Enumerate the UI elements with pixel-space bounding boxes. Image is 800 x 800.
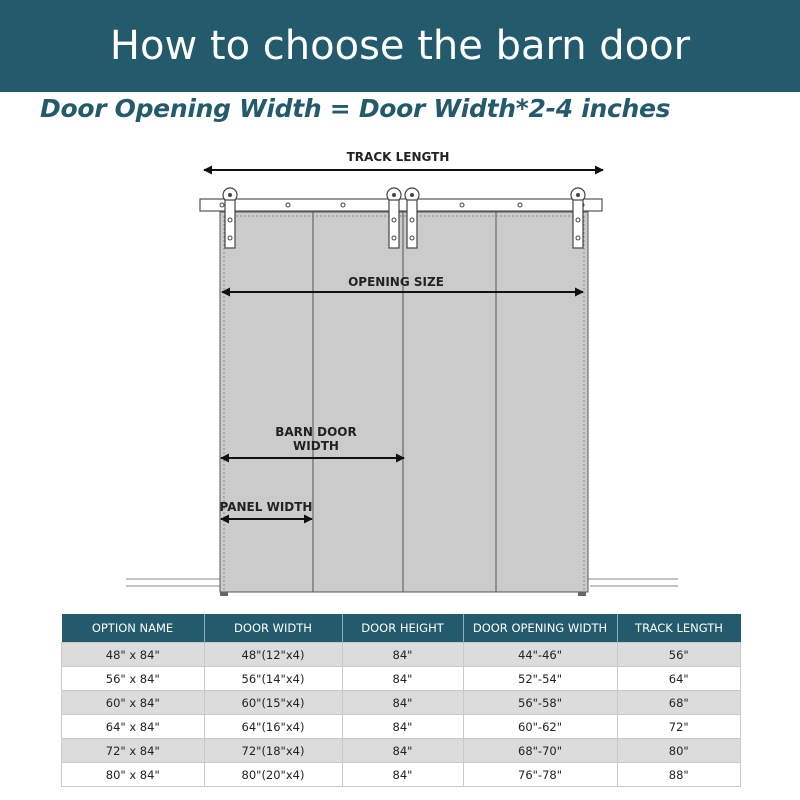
size-options-table — [61, 614, 741, 787]
cell-door-opening-width: 56"-58" — [463, 691, 617, 715]
table-row — [62, 667, 741, 691]
cell-door-height: 84" — [342, 763, 463, 787]
cell-door-height: 84" — [342, 739, 463, 763]
cell-option-name: 56" x 84" — [62, 667, 205, 691]
door-panel — [403, 212, 496, 592]
table-row — [62, 691, 741, 715]
cell-door-opening-width: 52"-54" — [463, 667, 617, 691]
header-door-width: DOOR WIDTH — [204, 614, 342, 643]
floor-guide — [578, 592, 586, 596]
cell-option-name: 80" x 84" — [62, 763, 205, 787]
cell-door-opening-width: 68"-70" — [463, 739, 617, 763]
cell-door-width: 60"(15"x4) — [204, 691, 342, 715]
cell-track-length: 80" — [617, 739, 741, 763]
cell-door-width: 56"(14"x4) — [204, 667, 342, 691]
hanger — [405, 188, 419, 248]
page-title: How to choose the barn door — [109, 23, 691, 69]
opening-size-label: OPENING SIZE — [348, 275, 444, 289]
barn-door-width-label: BARN DOOR — [275, 425, 357, 439]
barn-door-diagram — [0, 140, 800, 610]
cell-track-length: 88" — [617, 763, 741, 787]
cell-track-length: 64" — [617, 667, 741, 691]
cell-door-height: 84" — [342, 667, 463, 691]
table-header-row — [62, 614, 741, 643]
cell-door-height: 84" — [342, 691, 463, 715]
table-row — [62, 715, 741, 739]
cell-door-width: 80"(20"x4) — [204, 763, 342, 787]
cell-door-opening-width: 44"-46" — [463, 643, 617, 667]
cell-door-width: 72"(18"x4) — [204, 739, 342, 763]
door-panel — [496, 212, 588, 592]
door-panel — [313, 212, 403, 592]
hanger — [571, 188, 585, 248]
title-banner — [0, 0, 800, 92]
rail-bar — [200, 199, 602, 211]
track-rail — [200, 199, 602, 211]
formula-heading: Door Opening Width = Door Width*2-4 inches — [40, 94, 671, 123]
cell-track-length: 72" — [617, 715, 741, 739]
cell-door-opening-width: 76"-78" — [463, 763, 617, 787]
cell-door-width: 64"(16"x4) — [204, 715, 342, 739]
cell-option-name: 72" x 84" — [62, 739, 205, 763]
cell-track-length: 56" — [617, 643, 741, 667]
cell-option-name: 64" x 84" — [62, 715, 205, 739]
table-row — [62, 643, 741, 667]
hanger — [387, 188, 401, 248]
header-option-name: OPTION NAME — [62, 614, 205, 643]
door-panel — [220, 212, 313, 592]
table-row — [62, 739, 741, 763]
table-row — [62, 763, 741, 787]
hanger — [223, 188, 237, 248]
cell-option-name: 60" x 84" — [62, 691, 205, 715]
cell-track-length: 68" — [617, 691, 741, 715]
cell-door-opening-width: 60"-62" — [463, 715, 617, 739]
track-length-label: TRACK LENGTH — [346, 150, 450, 164]
floor-guide — [220, 592, 228, 596]
cell-option-name: 48" x 84" — [62, 643, 205, 667]
header-track-length: TRACK LENGTH — [617, 614, 741, 643]
header-door-opening-width: DOOR OPENING WIDTH — [463, 614, 617, 643]
cell-door-height: 84" — [342, 715, 463, 739]
barn-door-width-label-line2: WIDTH — [293, 439, 339, 453]
cell-door-height: 84" — [342, 643, 463, 667]
header-door-height: DOOR HEIGHT — [342, 614, 463, 643]
door-panels — [220, 212, 588, 592]
cell-door-width: 48"(12"x4) — [204, 643, 342, 667]
panel-width-label: PANEL WIDTH — [219, 500, 313, 514]
